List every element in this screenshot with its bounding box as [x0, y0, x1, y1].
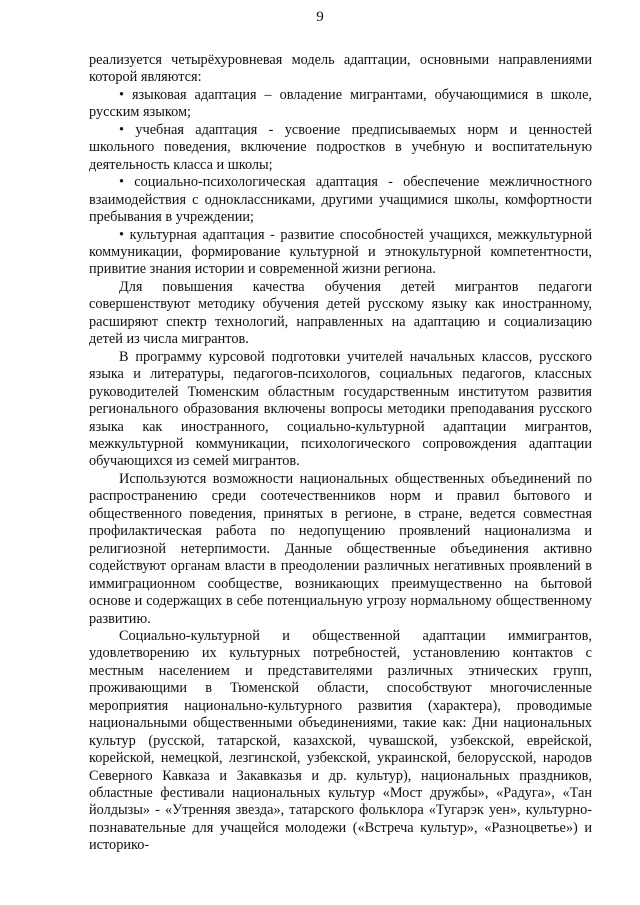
intro-paragraph: реализуется четырёхуровневая модель адаптации, основными направлениями которой являются: [89, 52, 592, 86]
list-item-language-adaptation: • языковая адаптация – овладение мигрантами, обучающимися в школе, русским языком; [89, 87, 592, 122]
document-body [89, 52, 592, 855]
list-item-cultural-adaptation: • культурная адаптация - развитие способностей учащихся, межкультурной коммуникации, формирование культурной и этнокультурной компетентности, привитие знания истории и современной жизни региона. [89, 227, 592, 279]
paragraph-public-associations: Используются возможности национальных общественных объединений по распространению среди соотечественников норм и правил бытового и общественного поведения, принятых в регионе, в стране, ведется совместная профилактическая работа по недопущению проявлений национализма и религиозной нетерпимости. Данные общественные объединения активно содействуют органам власти в преодолении различных негативных проявлений в иммиграционном сообществе, возникающих преимущественно на бытовой основе и содержащих в себе потенциальную угрозу нормальному общественному развитию. [89, 470, 592, 627]
paragraph-teaching-methods: Для повышения качества обучения детей мигрантов педагоги совершенствуют методику обучения детей русскому языку как иностранному, расширяют спектр технологий, направленных на адаптацию и социализацию детей из числа мигрантов. [89, 278, 592, 348]
page-number: 9 [316, 9, 324, 25]
paragraph-teacher-training: В программу курсовой подготовки учителей начальных классов, русского языка и литературы, педагогов-психологов, социальных педагогов, классных руководителей Тюменским областным государственным институтом развития регионального образования включены вопросы методики преподавания русского языка как иностранного, социально-культурной адаптации мигрантов, межкультурной коммуникации, психологического сопровождения адаптации обучающихся из семей мигрантов. [89, 348, 592, 470]
list-item-socio-psychological-adaptation: • социально-психологическая адаптация - обеспечение межличностного взаимодействия с одноклассниками, другими учащимися школы, комфортности пребывания в учреждении; [89, 174, 592, 226]
list-item-educational-adaptation: • учебная адаптация - усвоение предписываемых норм и ценностей школьного поведения, включение подростков в учебную и воспитательную деятельность класса и школы; [89, 122, 592, 174]
paragraph-cultural-events: Социально-культурной и общественной адаптации иммигрантов, удовлетворению их культурных потребностей, установлению контактов с местным населением и представителями различных этнических групп, проживающими в Тюменской области, способствуют многочисленные мероприятия национально-культурного развития (характера), проводимые национальными общественными объединениями, такие как: Дни национальных культур (русской, татарской, казахской, чувашской, узбекской, еврейской, корейской, немецкой, лезгинской, узбекской, украинской, белорусской, народов Северного Кавказа и Закавказья и др. культур), национальных праздников, областные фестивали национальных культур «Мост дружбы», «Радуга», «Тан йолдызы» - «Утренняя звезда», татарского фольклора «Тугарэк уен», культурно-познавательные для учащейся молодежи («Встреча культур», «Разноцветье») и историко- [89, 627, 592, 854]
